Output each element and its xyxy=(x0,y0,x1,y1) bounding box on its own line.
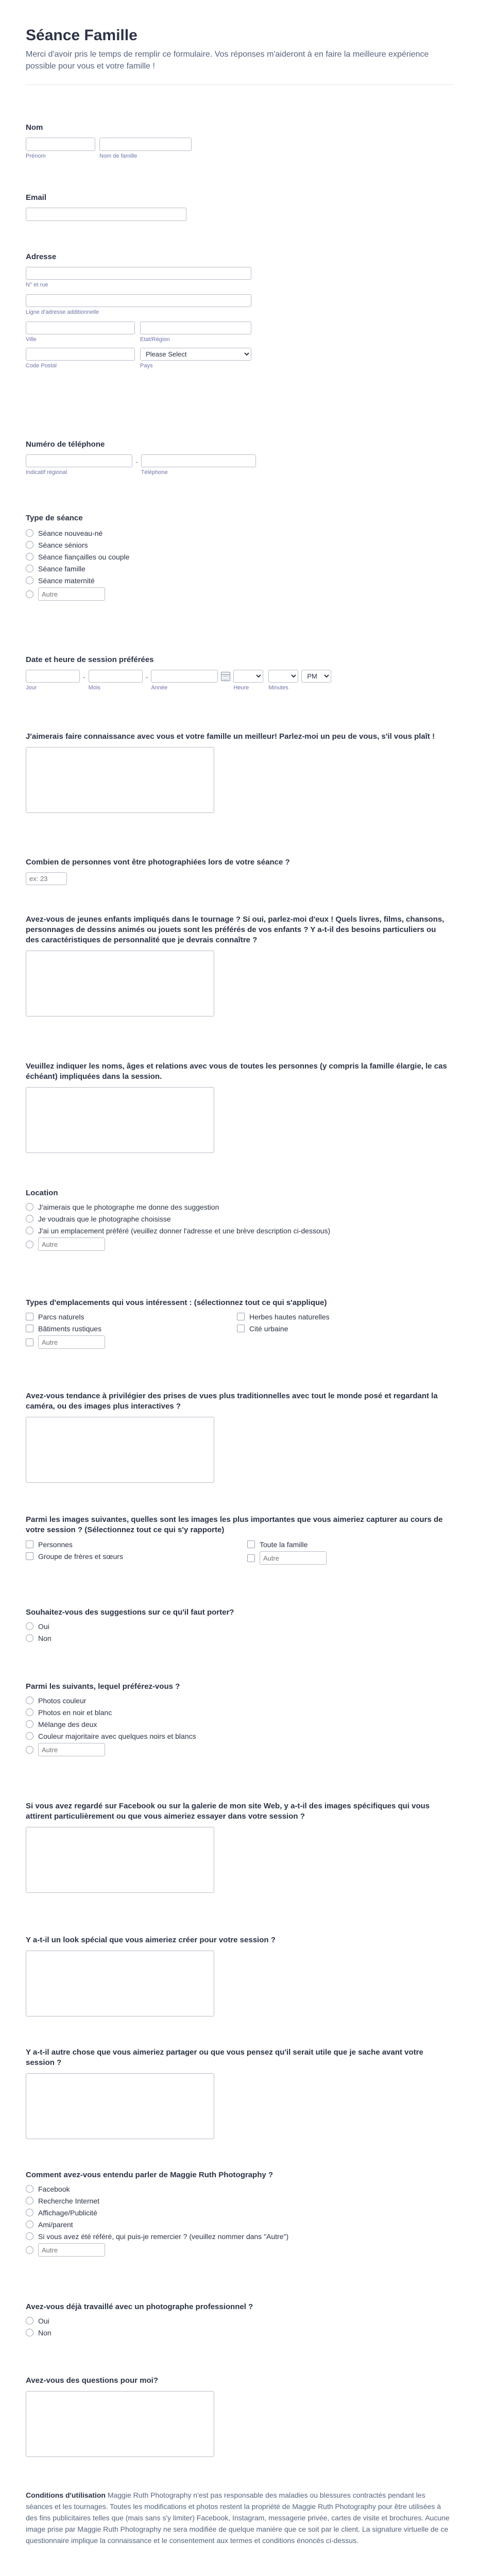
session-type-option[interactable]: Séance nouveau-né xyxy=(26,527,453,539)
country-select[interactable] xyxy=(140,348,251,361)
first-name-input[interactable] xyxy=(26,138,95,151)
facebook-images-textarea[interactable] xyxy=(26,1827,214,1893)
form-description: Merci d'avoir pris le temps de remplir ce formulaire. Vos réponses m'aideront à en faire la meilleure expérience possible pour vous et votre famille ! xyxy=(26,50,429,71)
location-type-other[interactable] xyxy=(26,1334,237,1350)
questions-label: Avez-vous des questions pour moi? xyxy=(26,2376,158,2385)
anything-else-field xyxy=(26,2047,453,2139)
family-intro-label: J'aimerais faire connaissance avec vous et votre famille un meilleur! Parlez-moi un peu de vous, s'il vous plaît ! xyxy=(26,732,435,741)
month-sublabel: Mois xyxy=(88,685,100,691)
preference-option[interactable]: Mélange des deux xyxy=(26,1718,453,1730)
questions-field xyxy=(26,2376,453,2457)
outfit-label: Souhaitez-vous des suggestions sur ce qu'il faut porter? xyxy=(26,1608,234,1617)
radio-button[interactable] xyxy=(26,590,33,598)
checkbox[interactable] xyxy=(237,1325,245,1332)
location-type-option[interactable]: Bâtiments rustiques xyxy=(26,1323,237,1334)
location-option[interactable]: J'aimerais que le photographe me donne des suggestion xyxy=(26,1201,453,1213)
session-type-field xyxy=(26,513,453,602)
outfit-option[interactable]: Non xyxy=(26,1632,453,1644)
session-type-option[interactable]: Séance maternité xyxy=(26,574,453,586)
outfit-option[interactable]: Oui xyxy=(26,1620,453,1632)
ampm-select[interactable] xyxy=(301,670,331,683)
preference-option[interactable]: Photos en noir et blanc xyxy=(26,1706,453,1718)
heard-about-option[interactable]: Ami/parent xyxy=(26,2218,453,2230)
radio-button[interactable] xyxy=(26,1732,33,1740)
location-label: Location xyxy=(26,1189,58,1197)
terms-body: Maggie Ruth Photography n'est pas responsable des maladies ou blessures contractés pendant les séances et les tournages. Toutes les modifications et photos restent la propriété de Maggie Ruth Photography pour être utilisées à des fins publicitaires telles que (mais sans s'y limiter) Facebook, Instagram, messagerie privée, cartes de visite et brochures. Aucune image prise par Maggie Ruth Photography ne sera modifiée de quelque manière que ce soit par le client. La signature virtuelle de ce questionnaire implique la connaissance et le consentement aux termes et conditions énoncés ci-dessus. xyxy=(26,2491,450,2545)
location-type-option[interactable]: Cité urbaine xyxy=(237,1323,330,1334)
radio-button[interactable] xyxy=(26,2246,33,2254)
special-look-field xyxy=(26,1935,453,2016)
radio-button[interactable] xyxy=(26,2232,33,2240)
first-name-sublabel: Prénom xyxy=(26,153,46,159)
outfit-field xyxy=(26,1607,453,1644)
pose-style-textarea[interactable] xyxy=(26,1417,214,1483)
session-type-label: Type de séance xyxy=(26,514,83,522)
location-type-option[interactable]: Parcs naturels xyxy=(26,1311,237,1323)
family-intro-textarea[interactable] xyxy=(26,747,214,813)
form-header xyxy=(26,0,453,85)
radio-button[interactable] xyxy=(26,1227,33,1234)
pose-style-label: Avez-vous tendance à privilégier des prises de vues plus traditionnelles avec tout le monde posé et regardant la caméra, ou des images plus interactives ? xyxy=(26,1392,438,1411)
month-input[interactable] xyxy=(89,670,143,683)
preference-option[interactable]: Couleur majoritaire avec quelques noirs et blancs xyxy=(26,1730,453,1742)
location-other[interactable] xyxy=(26,1236,453,1252)
worked-before-label: Avez-vous déjà travaillé avec un photographe professionnel ? xyxy=(26,2302,253,2311)
phone-number-input[interactable] xyxy=(141,454,256,467)
children-textarea[interactable] xyxy=(26,951,214,1016)
heard-about-label: Comment avez-vous entendu parler de Maggie Ruth Photography ? xyxy=(26,2171,273,2179)
worked-before-option[interactable]: Non xyxy=(26,2327,453,2338)
state-sublabel: Etat/Région xyxy=(140,336,170,343)
terms-text xyxy=(26,2489,453,2546)
checkbox[interactable] xyxy=(26,1540,33,1548)
year-sublabel: Année xyxy=(151,685,168,691)
worked-before-field xyxy=(26,2302,453,2338)
location-types-label: Types d'emplacements qui vous intéressent : (sélectionnez tout ce qui s'applique) xyxy=(26,1298,327,1307)
postal-code-sublabel: Code Postal xyxy=(26,363,57,369)
radio-button[interactable] xyxy=(26,1720,33,1728)
area-code-sublabel: Indicatif régional xyxy=(26,469,67,476)
radio-button[interactable] xyxy=(26,2221,33,2228)
preference-label: Parmi les suivants, lequel préférez-vous ? xyxy=(26,1682,180,1691)
hour-sublabel: Heure xyxy=(233,685,249,691)
important-image-option[interactable]: Personnes xyxy=(26,1538,247,1550)
anything-else-textarea[interactable] xyxy=(26,2073,214,2139)
form-title: Séance Famille xyxy=(26,27,138,44)
address-field xyxy=(26,252,453,369)
radio-button[interactable] xyxy=(26,1203,33,1211)
important-images-field xyxy=(26,1515,453,1566)
session-type-option[interactable]: Séance fiançailles ou couple xyxy=(26,551,453,563)
terms-block xyxy=(26,2489,453,2546)
heard-about-field xyxy=(26,2170,453,2258)
checkbox[interactable] xyxy=(26,1325,33,1332)
phone-field xyxy=(26,439,453,476)
important-image-other[interactable] xyxy=(247,1550,327,1566)
radio-button[interactable] xyxy=(26,1241,33,1248)
people-count-input[interactable] xyxy=(26,872,67,885)
session-type-other-input[interactable] xyxy=(38,587,105,601)
people-count-label: Combien de personnes vont être photographiées lors de votre séance ? xyxy=(26,858,290,867)
location-types-field xyxy=(26,1298,453,1350)
special-look-label: Y a-t-il un look spécial que vous aimeriez créer pour votre session ? xyxy=(26,1936,276,1944)
minutes-select[interactable] xyxy=(268,670,298,683)
area-code-input[interactable] xyxy=(26,454,132,467)
people-list-textarea[interactable] xyxy=(26,1087,214,1153)
heard-about-option[interactable]: Facebook xyxy=(26,2183,453,2195)
minutes-sublabel: Minutes xyxy=(268,685,288,691)
checkbox[interactable] xyxy=(26,1552,33,1560)
worked-before-option[interactable]: Oui xyxy=(26,2315,453,2327)
heard-about-other-input[interactable] xyxy=(38,2243,105,2257)
radio-button[interactable] xyxy=(26,2197,33,2205)
date-separator: - xyxy=(83,673,85,681)
facebook-images-label: Si vous avez regardé sur Facebook ou sur la galerie de mon site Web, y a-t-il des images spécifiques qui vous attirent particulièrement ou que vous aimeriez essayer dans votre session ? xyxy=(26,1802,430,1821)
heard-about-other[interactable] xyxy=(26,2242,453,2258)
family-intro-field xyxy=(26,732,453,813)
radio-button[interactable] xyxy=(26,1634,33,1642)
session-type-other[interactable] xyxy=(26,586,453,602)
radio-button[interactable] xyxy=(26,1746,33,1754)
address-line2-input[interactable] xyxy=(26,294,251,307)
address-line2-sublabel: Ligne d'adresse additionnelle xyxy=(26,309,99,315)
radio-button[interactable] xyxy=(26,1215,33,1223)
children-field xyxy=(26,914,453,1016)
checkbox[interactable] xyxy=(247,1554,255,1562)
important-image-option[interactable]: Toute la famille xyxy=(247,1538,327,1550)
location-option[interactable]: Je voudrais que le photographe choisisse xyxy=(26,1213,453,1225)
people-count-field xyxy=(26,857,453,885)
people-list-label: Veuillez indiquer les noms, âges et relations avec vous de toutes les personnes (y compris la famille élargie, le cas échéant) impliquées dans la session. xyxy=(26,1062,447,1081)
important-images-label: Parmi les images suivantes, quelles sont les images les plus importantes que vous aimeriez capturer au cours de votre session ? (Sélectionnez tout ce qui s'y rapporte) xyxy=(26,1515,443,1534)
heard-about-option[interactable]: Si vous avez été référé, qui puis-je remercier ? (veuillez nommer dans "Autre") xyxy=(26,2230,453,2242)
preference-other[interactable] xyxy=(26,1742,453,1757)
address-label: Adresse xyxy=(26,252,57,261)
terms-heading: Conditions d'utilisation xyxy=(26,2491,106,2499)
state-input[interactable] xyxy=(140,321,251,334)
checkbox[interactable] xyxy=(26,1313,33,1320)
radio-button[interactable] xyxy=(26,1697,33,1704)
anything-else-label: Y a-t-il autre chose que vous aimeriez partager ou que vous pensez qu'il serait utile que je sache avant votre session ? xyxy=(26,2048,423,2067)
name-label: Nom xyxy=(26,123,43,132)
special-look-textarea[interactable] xyxy=(26,1951,214,2016)
phone-separator: - xyxy=(135,457,138,466)
radio-button[interactable] xyxy=(26,1708,33,1716)
last-name-input[interactable] xyxy=(99,138,192,151)
postal-code-input[interactable] xyxy=(26,348,135,361)
email-input[interactable] xyxy=(26,208,186,221)
people-list-field xyxy=(26,1061,453,1153)
radio-button[interactable] xyxy=(26,2317,33,2325)
street-sublabel: N° et rue xyxy=(26,282,48,288)
day-sublabel: Jour xyxy=(26,685,37,691)
phone-label: Numéro de téléphone xyxy=(26,440,105,449)
checkbox[interactable] xyxy=(247,1540,255,1548)
hour-select[interactable] xyxy=(233,670,263,683)
facebook-images-field xyxy=(26,1801,453,1893)
country-sublabel: Pays xyxy=(140,363,153,369)
radio-button[interactable] xyxy=(26,577,33,584)
heard-about-option[interactable]: Affichage/Publicité xyxy=(26,2207,453,2218)
children-label: Avez-vous de jeunes enfants impliqués dans le tournage ? Si oui, parlez-moi d'eux ! Quels livres, films, chansons, personnages de dessins animés ou jouets sont les préférés de vos enfants ? Y a-t-il des besoins particuliers ou des caractéristiques de personnalité que je devrais connaître ? xyxy=(26,915,444,944)
city-sublabel: Ville xyxy=(26,336,37,343)
day-input[interactable] xyxy=(26,670,80,683)
preference-other-input[interactable] xyxy=(38,1743,105,1756)
session-datetime-field xyxy=(26,655,453,691)
radio-button[interactable] xyxy=(26,553,33,561)
year-input[interactable] xyxy=(151,670,218,683)
calendar-icon[interactable] xyxy=(221,672,230,681)
radio-button[interactable] xyxy=(26,2185,33,2193)
location-type-option[interactable]: Herbes hautes naturelles xyxy=(237,1311,330,1323)
location-option[interactable]: J'ai un emplacement préféré (veuillez donner l'adresse et une brève description ci-dessous) xyxy=(26,1225,453,1236)
last-name-sublabel: Nom de famille xyxy=(99,153,138,159)
heard-about-option[interactable]: Recherche Internet xyxy=(26,2195,453,2207)
email-label: Email xyxy=(26,193,47,202)
email-field xyxy=(26,193,453,221)
location-other-input[interactable] xyxy=(38,1238,105,1251)
checkbox[interactable] xyxy=(237,1313,245,1320)
radio-button[interactable] xyxy=(26,2329,33,2336)
questions-textarea[interactable] xyxy=(26,2391,214,2457)
name-field xyxy=(26,123,453,159)
radio-button[interactable] xyxy=(26,2209,33,2216)
session-datetime-label: Date et heure de session préférées xyxy=(26,655,154,664)
preference-option[interactable]: Photos couleur xyxy=(26,1694,453,1706)
pose-style-field xyxy=(26,1391,453,1483)
radio-button[interactable] xyxy=(26,1622,33,1630)
important-image-option[interactable]: Groupe de frères et sœurs xyxy=(26,1550,247,1562)
street-input[interactable] xyxy=(26,267,251,280)
radio-button[interactable] xyxy=(26,529,33,537)
session-type-option[interactable]: Séance famille xyxy=(26,563,453,574)
city-input[interactable] xyxy=(26,321,135,334)
important-image-other-input[interactable] xyxy=(260,1551,327,1565)
radio-button[interactable] xyxy=(26,565,33,572)
location-type-other-input[interactable] xyxy=(38,1335,105,1349)
preference-field xyxy=(26,1682,453,1757)
session-type-option[interactable]: Séance séniors xyxy=(26,539,453,551)
location-field xyxy=(26,1188,453,1252)
date-separator: - xyxy=(145,673,148,681)
radio-button[interactable] xyxy=(26,541,33,549)
phone-number-sublabel: Téléphone xyxy=(141,469,168,476)
checkbox[interactable] xyxy=(26,1338,33,1346)
